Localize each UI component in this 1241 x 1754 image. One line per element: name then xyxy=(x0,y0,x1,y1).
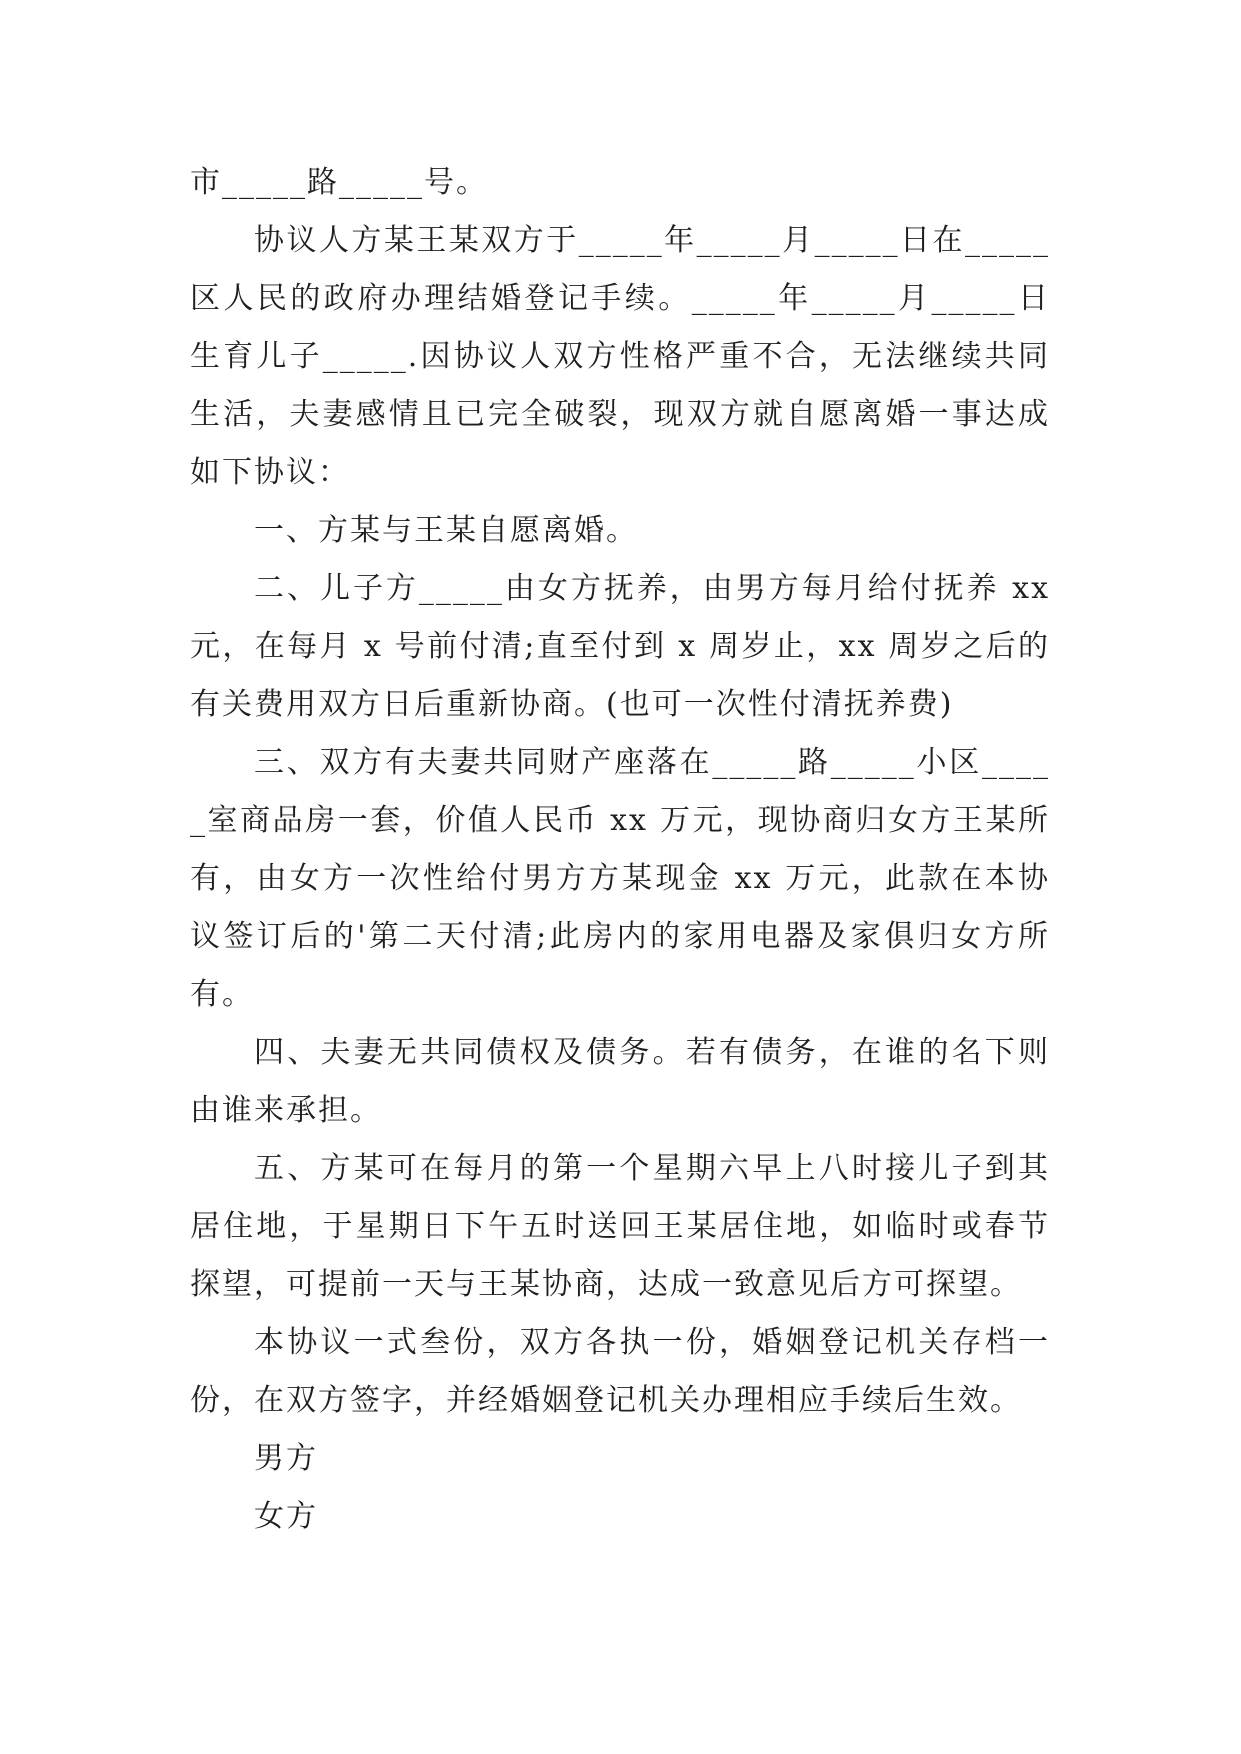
address-line: 市_____路_____号。 xyxy=(190,165,488,200)
clause-3: 三、双方有夫妻共同财产座落在_____路_____小区_____室商品房一套，价值人民币 xx 万元，现协商归女方王某所有，由女方一次性给付男方方某现金 xx 万元，此款在本协议签订后的'第二天付清;此房内的家用电器及家俱归女方所有。 xyxy=(190,745,1050,1012)
intro-paragraph: 协议人方某王某双方于_____年_____月_____日在_____区人民的政府办理结婚登记手续。_____年_____月_____日生育儿子_____.因协议人双方性格严重不合，无法继续共同生活，夫妻感情且已完全破裂，现双方就自愿离婚一事达成如下协议： xyxy=(190,223,1050,490)
female-signature-label: 女方 xyxy=(254,1499,318,1534)
clause-2: 二、儿子方_____由女方抚养，由男方每月给付抚养 xx 元，在每月 x 号前付清;直至付到 x 周岁止，xx 周岁之后的有关费用双方日后重新协商。(也可一次性付清抚养费) xyxy=(190,571,1050,722)
clause-1: 一、方某与王某自愿离婚。 xyxy=(254,513,638,548)
closing-paragraph: 本协议一式叁份，双方各执一份，婚姻登记机关存档一份，在双方签字，并经婚姻登记机关办理相应手续后生效。 xyxy=(190,1325,1050,1418)
clause-4: 四、夫妻无共同债权及债务。若有债务，在谁的名下则由谁来承担。 xyxy=(190,1035,1050,1128)
male-signature-label: 男方 xyxy=(254,1441,318,1476)
clause-5: 五、方某可在每月的第一个星期六早上八时接儿子到其居住地，于星期日下午五时送回王某居住地，如临时或春节探望，可提前一天与王某协商，达成一致意见后方可探望。 xyxy=(190,1151,1050,1302)
agreement-body xyxy=(190,154,1050,1546)
